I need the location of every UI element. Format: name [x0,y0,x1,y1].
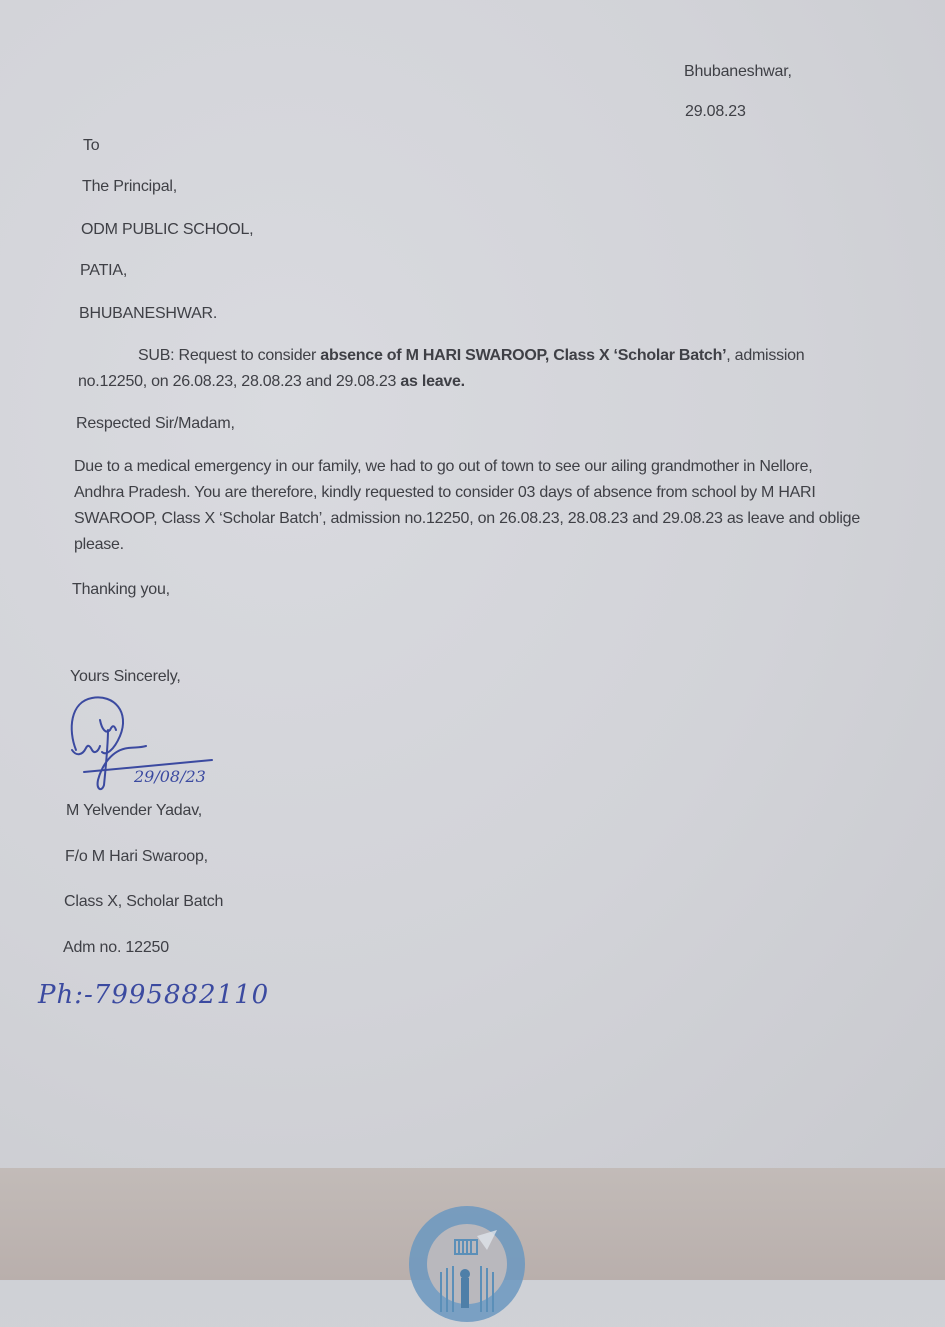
subject-bold: absence of M HARI SWAROOP, Class X ‘Scholar Batch’ [320,347,727,364]
signature-loop [72,697,123,753]
stamp-seal-icon [405,1202,530,1327]
salutation: Respected Sir/Madam, [76,415,235,432]
letter-place: Bhubaneshwar, [684,63,792,80]
recipient-school: ODM PUBLIC SCHOOL, [81,221,254,238]
subject-middle: , admission no.12250, on 26.08.23, 28.08.23 and 29.08.23 [78,347,805,390]
recipient-city: BHUBANESHWAR. [79,305,218,322]
recipient-designation: The Principal, [82,178,178,195]
handwritten-phone: Ph:-7995882110 [38,980,270,1010]
subject-line [78,343,848,395]
signature-date-group [133,767,206,786]
letter-body: Due to a medical emergency in our family, we had to go out of town to see our ailing grandmother in Nellore, Andhra Pradesh. You are therefore, kindly requested to consider 03 days of absence from school by M HARI SWAROOP, Class X ‘Scholar Batch’, admission no.12250, on 26.08.23, 28.08.23 and 29.08.23 as leave and oblige please. [74,458,860,553]
sender-relation: F/o M Hari Swaroop, [65,848,208,865]
subject-suffix: as leave. [400,373,465,390]
sender-name: M Yelvender Yadav, [66,802,203,819]
thanks-line: Thanking you, [72,581,170,598]
signature-date: 29/08/23 [134,767,206,786]
letter-date: 29.08.23 [685,103,746,120]
sender-admission: Adm no. 12250 [63,939,169,956]
to-label: To [83,137,100,154]
handwritten-signature [62,690,242,795]
closing-line: Yours Sincerely, [70,668,181,685]
recipient-locality: PATIA, [80,262,128,279]
sender-class: Class X, Scholar Batch [64,893,224,910]
subject-prefix: SUB: Request to consider [138,347,321,364]
